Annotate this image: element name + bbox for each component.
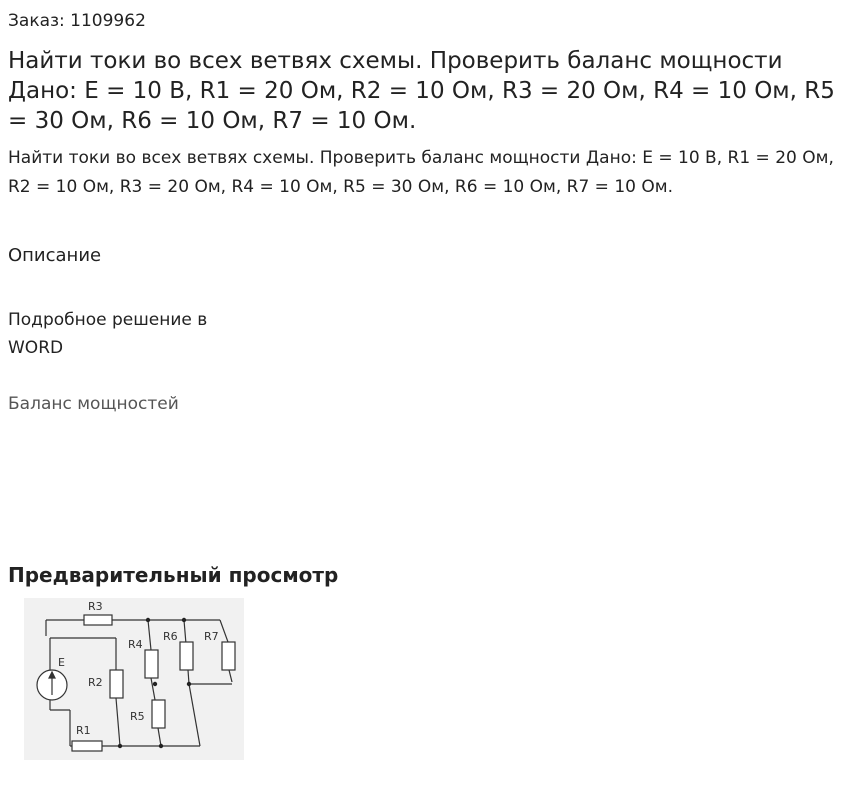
label-r7: R7: [204, 630, 219, 643]
description-heading: Описание: [8, 245, 102, 266]
junction-dot: [187, 682, 191, 686]
resistor-r5: [152, 700, 165, 728]
resistor-r2: [110, 670, 123, 698]
word-solution-note: Подробное решение в WORD: [8, 310, 208, 358]
resistor-r1: [72, 741, 102, 751]
power-balance-link[interactable]: Баланс мощностей: [8, 394, 179, 414]
task-description: Найти токи во всех ветвях схемы. Проверить баланс мощности Дано: E = 10 В, R1 = 20 Ом, R2 = 10 Ом, R3 = 20 Ом, R4 = 10 Ом, R5 = 30 Ом, R6 = 10 Ом, R7 = 10 Ом.: [8, 148, 834, 197]
label-r2: R2: [88, 676, 103, 689]
resistor-r4: [145, 650, 158, 678]
circuit-schematic: [24, 598, 244, 760]
order-number: Заказ: 1109962: [8, 11, 146, 31]
junction-dot: [118, 744, 122, 748]
resistor-r3: [84, 615, 112, 625]
label-r5: R5: [130, 710, 145, 723]
page-title: Найти токи во всех ветвях схемы. Проверить баланс мощности Дано: E = 10 В, R1 = 20 Ом, R2 = 10 Ом, R3 = 20 Ом, R4 = 10 Ом, R5 = 30 Ом, R6 = 10 Ом, R7 = 10 Ом.: [8, 48, 835, 134]
resistor-r6: [180, 642, 193, 670]
junction-dot: [159, 744, 163, 748]
junction-dot: [146, 618, 150, 622]
label-r1: R1: [76, 724, 91, 737]
label-r3: R3: [88, 600, 103, 613]
label-r6: R6: [163, 630, 178, 643]
junction-dot: [182, 618, 186, 622]
label-r4: R4: [128, 638, 143, 651]
label-e: E: [58, 656, 65, 669]
preview-image: [24, 598, 244, 760]
junction-dot: [153, 682, 157, 686]
resistor-r7: [222, 642, 235, 670]
preview-heading: Предварительный просмотр: [8, 563, 339, 587]
